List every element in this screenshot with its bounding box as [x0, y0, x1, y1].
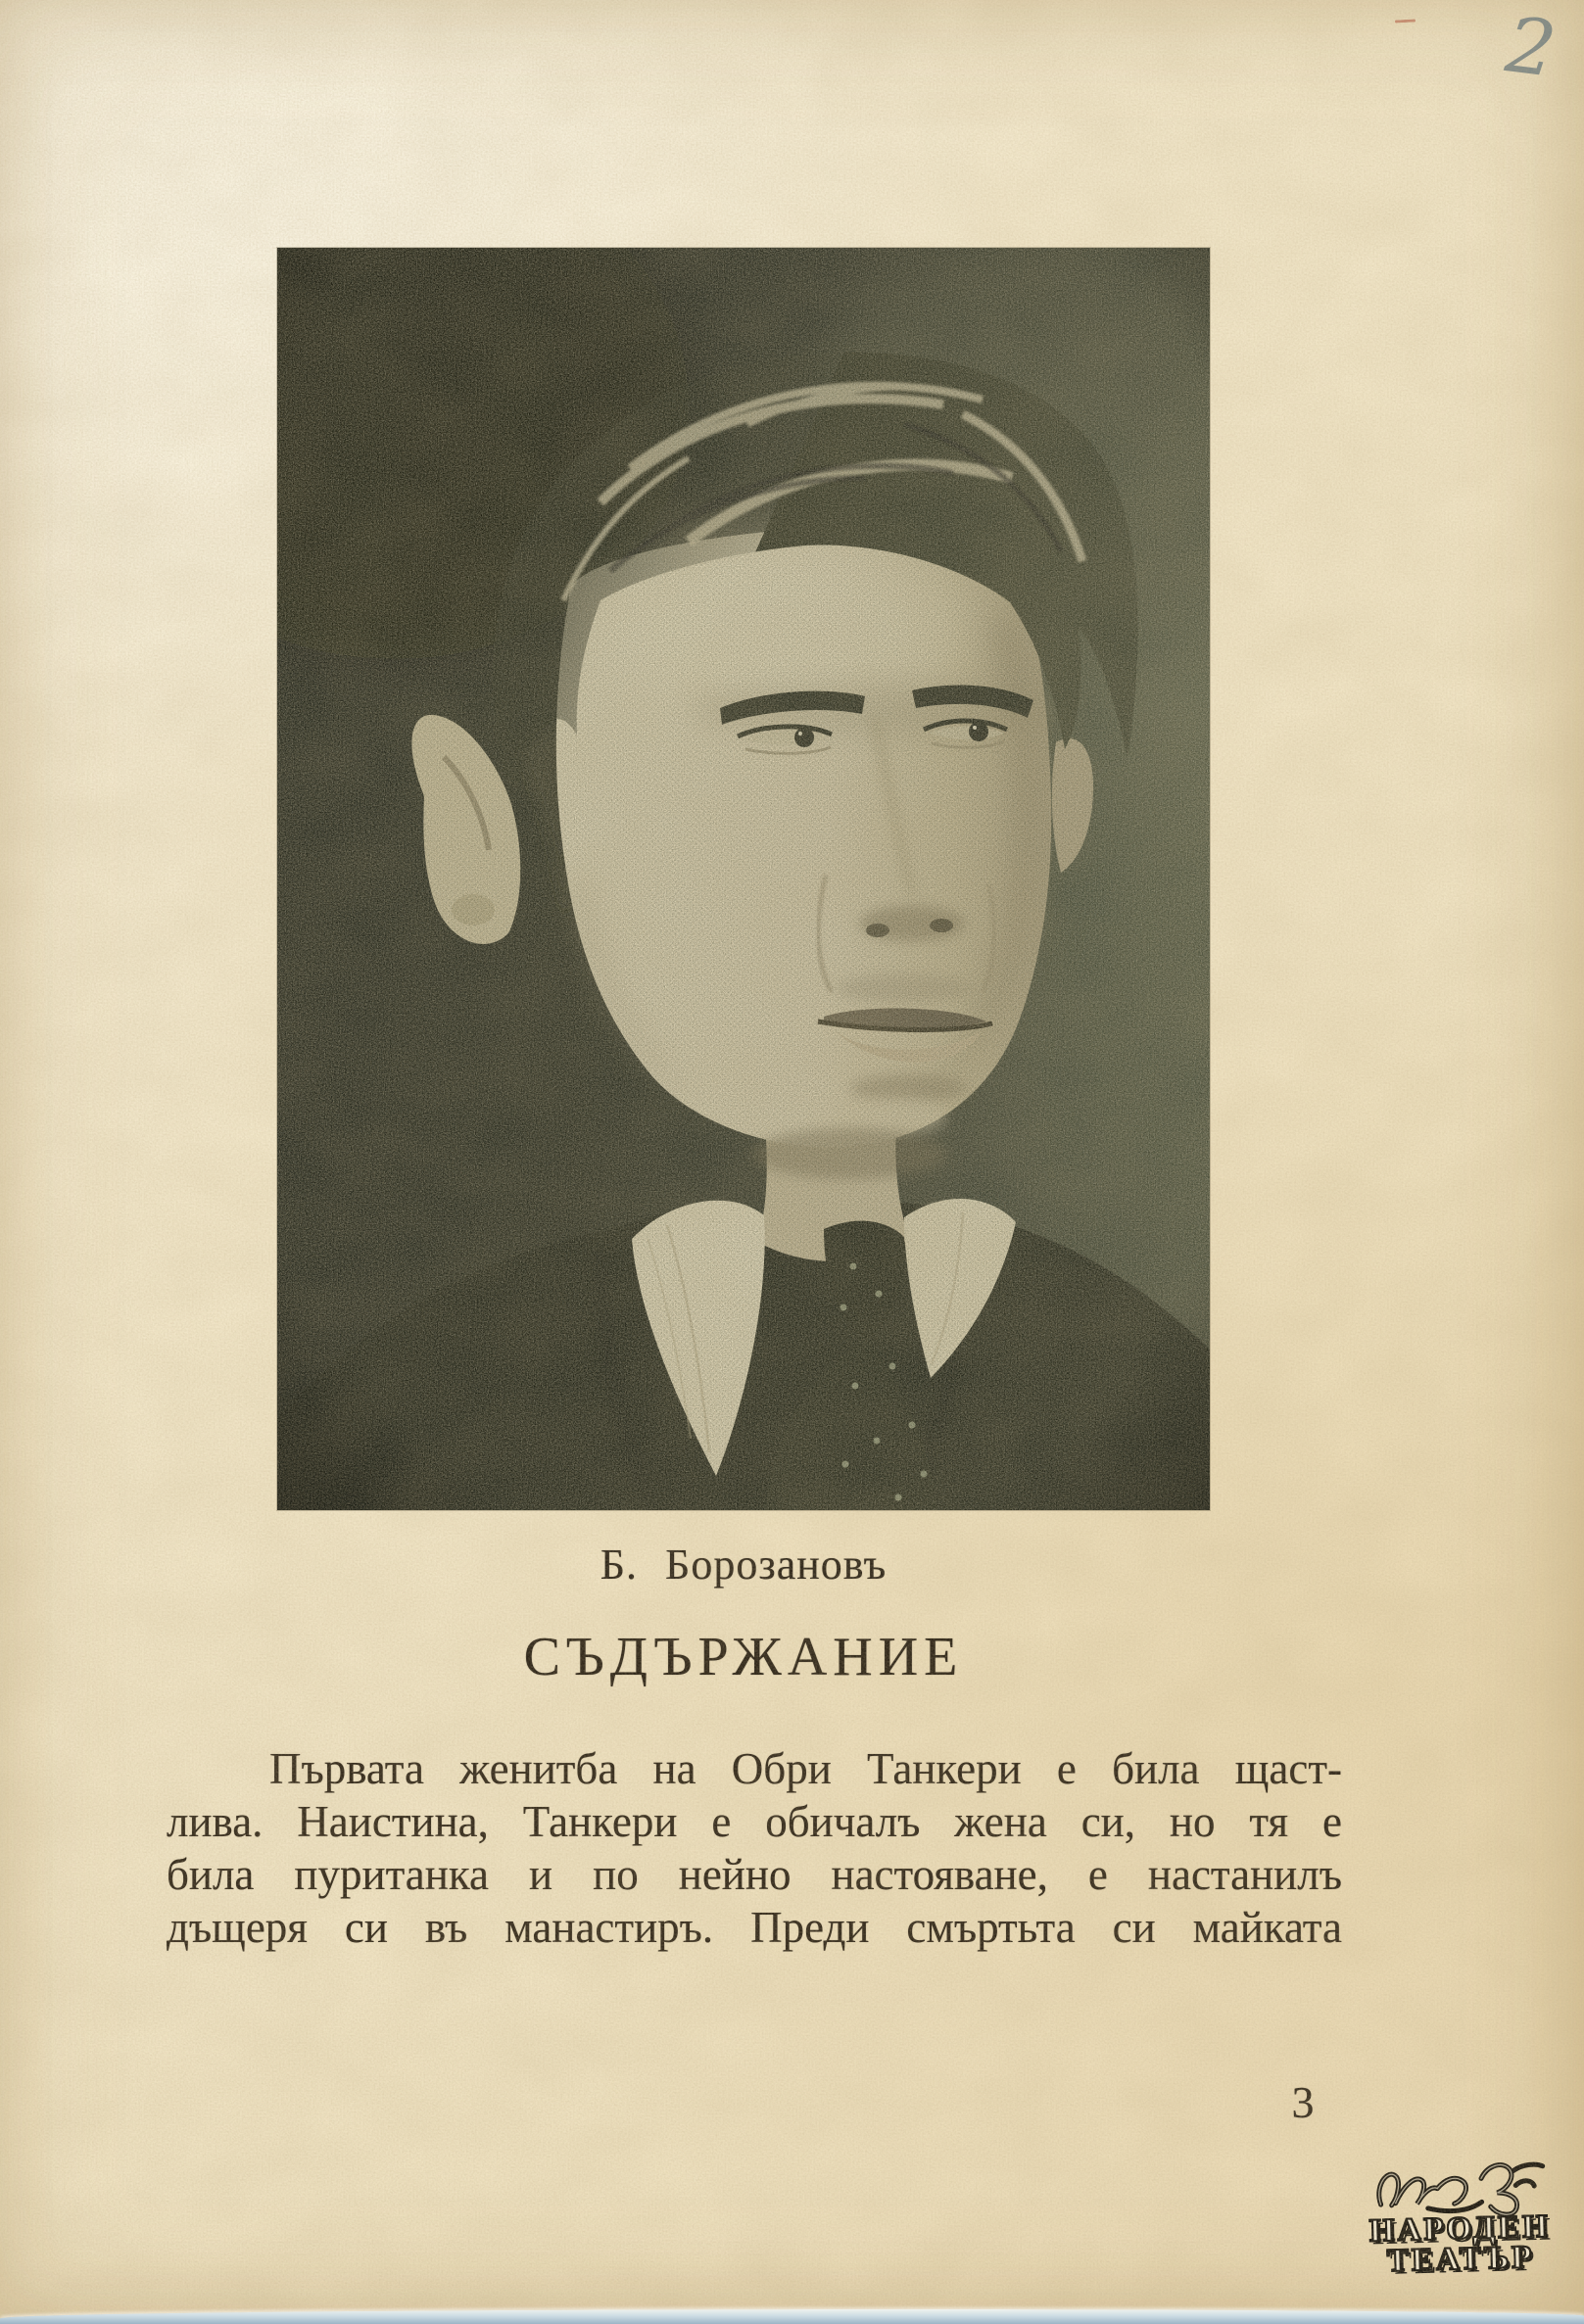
contents-paragraph [167, 1742, 1342, 1954]
paragraph-line: лива. Наистина, Танкери е обичалъ жена си, но тя е [167, 1797, 1342, 1846]
paragraph-line: била пуританка и по нейно настояване, е настанилъ [167, 1850, 1342, 1899]
photo-caption: Б. Борозановъ [600, 1541, 888, 1589]
scanner-edge-strip [0, 2309, 1584, 2324]
national-theater-stamp [1350, 2155, 1568, 2278]
stamp-theater-name-line1: НАРОДЕН [1368, 2208, 1552, 2250]
paragraph-line: дъщеря си въ манастиръ. Преди смъртьта си майката [167, 1903, 1342, 1952]
handwritten-page-mark: 2 [1501, 1, 1560, 95]
contents-heading: СЪДЪРЖАНИЕ [523, 1627, 964, 1687]
page-number: 3 [1291, 2077, 1315, 2127]
portrait-photo [277, 248, 1210, 1510]
stamp-theater-name-line2: ТЕАТЪР [1386, 2240, 1535, 2279]
portrait-illustration [277, 248, 1210, 1510]
red-pencil-mark [1395, 19, 1416, 23]
paragraph-line: Първата женитба на Обри Танкери е била щаст- [269, 1744, 1342, 1793]
